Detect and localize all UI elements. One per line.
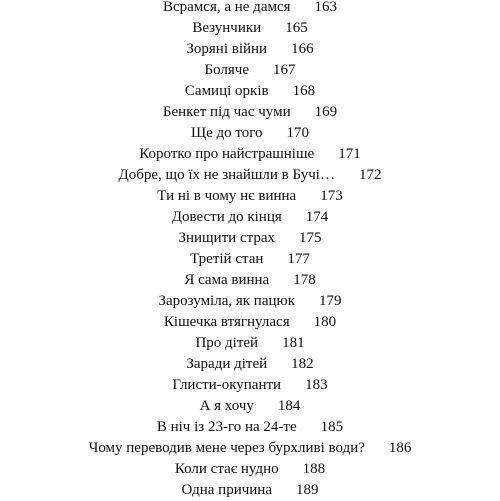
toc-entry-title: В ніч із 23-го на 24-те: [156, 419, 297, 435]
toc-entry: [0, 291, 500, 312]
toc-entry: [0, 0, 500, 18]
toc-entry: [0, 354, 500, 375]
toc-entry-page: 174: [305, 209, 329, 225]
toc-entry-title: Ти ні в чому нє винна: [157, 188, 297, 204]
toc-entry-page: 163: [314, 0, 338, 15]
toc-entry-title: Бенкет під час чуми: [162, 104, 291, 120]
toc-entry: [0, 144, 500, 165]
toc-entry-page: 169: [314, 104, 338, 120]
toc-entry: [0, 165, 500, 186]
toc-entry-title: Третій стан: [190, 251, 264, 267]
toc-entry-page: 182: [291, 356, 314, 372]
toc-entry: [0, 228, 500, 249]
toc-entry-page: 178: [293, 272, 316, 288]
toc-entry-title: Я сама винна: [184, 272, 270, 288]
toc-entry-page: 188: [302, 461, 326, 477]
toc-entry-title: Ще до того: [190, 125, 263, 141]
toc-entry-page: 181: [282, 335, 305, 351]
toc-entry-title: Коли стає нудно: [174, 461, 279, 477]
toc-entry-title: Довести до кінця: [171, 209, 282, 225]
toc-entry-page: 183: [305, 377, 328, 393]
toc-entry: [0, 102, 500, 123]
toc-entry-title: Заради дітей: [186, 356, 268, 372]
toc-entry-title: Добре, що їх не знайшли в Бучі…: [118, 167, 335, 183]
toc-entry-page: 171: [338, 146, 361, 162]
toc-entry-page: 179: [319, 293, 342, 309]
toc-entry-page: 165: [285, 20, 308, 36]
toc-entry-page: 170: [286, 125, 310, 141]
toc-entry-title: Коротко про найстрашніше: [139, 146, 315, 162]
toc-entry-title: Самиці орків: [184, 83, 269, 99]
toc-entry: [0, 270, 500, 291]
toc-entry-page: 173: [320, 188, 343, 204]
toc-entry-title: А я хочу: [199, 398, 254, 414]
toc-entry: [0, 396, 500, 417]
toc-entry-page: 180: [313, 314, 337, 330]
toc-entry-title: Чому переводив мене через бурхливі води?: [88, 440, 365, 456]
toc-entry: [0, 39, 500, 60]
toc-entry: [0, 312, 500, 333]
toc-entry-title: Зоряні війни: [186, 41, 268, 57]
toc-entry-page: 184: [277, 398, 301, 414]
toc-entry-title: Глисти-окупанти: [172, 377, 282, 393]
toc-entry-title: Знищити страх: [178, 230, 276, 246]
toc-entry: [0, 438, 500, 459]
toc-entry-page: 168: [292, 83, 316, 99]
toc-entry: [0, 207, 500, 228]
toc-entry: [0, 249, 500, 270]
toc-entry-title: Одна причина: [181, 482, 272, 498]
toc-entry-title: Боляче: [204, 62, 249, 78]
toc-entry-title: Кішечка втягнулася: [163, 314, 290, 330]
toc-entry-page: 186: [388, 440, 412, 456]
toc-entry: [0, 123, 500, 144]
toc-entry: [0, 417, 500, 438]
toc-entry: [0, 18, 500, 39]
toc-entry: [0, 333, 500, 354]
toc-entry: [0, 81, 500, 102]
toc-entry-title: Всрамся, а не дамся: [162, 0, 291, 15]
toc-entry: [0, 60, 500, 81]
toc-entry-page: 166: [291, 41, 314, 57]
toc-entry: [0, 459, 500, 480]
toc-entry-title: Везунчики: [192, 20, 262, 36]
toc-entry-page: 185: [320, 419, 344, 435]
toc-entry-page: 167: [273, 62, 296, 78]
toc-entry-page: 189: [296, 482, 319, 498]
toc-entry: [0, 186, 500, 207]
toc-entry-page: 177: [287, 251, 310, 267]
toc-entry-page: 175: [299, 230, 322, 246]
toc-entry: [0, 480, 500, 501]
toc-entry-title: Про дітей: [195, 335, 259, 351]
toc-entry: [0, 375, 500, 396]
toc-entry-title: Зарозуміла, як пацюк: [158, 293, 296, 309]
toc-entry-page: 172: [358, 167, 382, 183]
